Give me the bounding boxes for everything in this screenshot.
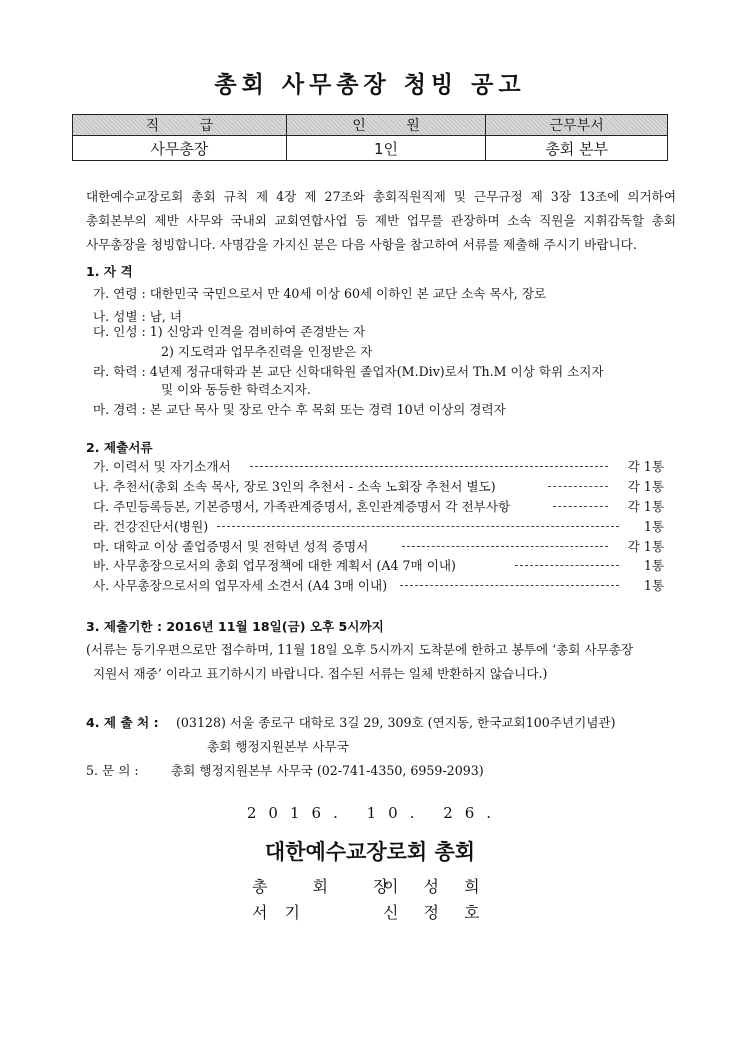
leader-dots (553, 506, 608, 507)
document-item-count: 각 1통 (627, 499, 664, 514)
table-cell: 1인 (286, 136, 486, 161)
list-item: 가. 연령 : 대한민국 국민으로서 만 40세 이상 60세 이하인 본 교단 소속 목사, 장로 (93, 286, 547, 301)
document-item-label: 나. 추천서(총회 소속 목사, 장로 3인의 추천서 - 소속 노회장 추천서 별도) (93, 479, 496, 494)
list-item: 2) 지도력과 업무추진력을 인정받은 자 (161, 344, 373, 359)
signer-name: 이 성 희 (383, 877, 490, 896)
submit-address: (03128) 서울 종로구 대학로 3길 29, 309호 (연지동, 한국교회100주년기념관) (176, 715, 616, 730)
document-item-label: 바. 사무총장으로서의 총회 업무정책에 대한 계획서 (A4 7매 이내) (93, 558, 456, 573)
leader-dots (548, 486, 608, 487)
document-item-count: 각 1통 (627, 539, 664, 554)
signer-title: 총 회 장 (252, 877, 409, 896)
deadline-note: 지원서 재중’ 이라고 표기하시기 바랍니다. 접수된 서류는 일체 반환하지 않습니다.) (93, 666, 548, 681)
deadline-note: (서류는 등기우편으로만 접수하며, 11월 18일 오후 5시까지 도착분에 한하고 봉투에 ‘총회 사무총장 (86, 642, 634, 657)
list-item: 마. 경력 : 본 교단 목사 및 장로 안수 후 목회 또는 경력 10년 이상의 경력자 (93, 402, 506, 417)
document-item-count: 1통 (643, 558, 664, 573)
table-cell: 사무총장 (73, 136, 287, 161)
signer-name: 신 정 호 (383, 903, 490, 922)
issue-date: 2016. 10. 26. (246, 804, 504, 822)
document-item-label: 라. 건강진단서(병원) (93, 519, 209, 534)
leader-dots (402, 546, 608, 547)
leader-dots (250, 466, 608, 467)
document-item-count: 각 1통 (627, 459, 664, 474)
document-item-count: 1통 (643, 519, 664, 534)
table-header: 근무부서 (486, 115, 668, 136)
table-header-row (73, 115, 668, 136)
table-row (73, 136, 668, 161)
document-item-label: 사. 사무총장으로서의 업무자세 소견서 (A4 3매 이내) (93, 578, 388, 593)
document-item-label: 가. 이력서 및 자기소개서 (93, 459, 231, 474)
position-table (72, 114, 668, 161)
list-item: 라. 학력 : 4년제 정규대학과 본 교단 신학대학원 졸업자(M.Div)로서 Th.M 이상 학위 소지자 (93, 364, 604, 379)
signer-title: 서 기 (252, 903, 306, 922)
document-item-label: 다. 주민등록등본, 기본증명서, 가족관계증명서, 혼인관계증명서 각 전부사항 (93, 499, 511, 514)
section-heading-inquiry: 5. 문 의 : (86, 763, 139, 778)
document-item-count: 1통 (643, 578, 664, 593)
list-item: 및 이와 동등한 학력소지자. (161, 382, 311, 397)
page-title: 총회 사무총장 청빙 공고 (214, 72, 526, 98)
table-cell: 총회 본부 (486, 136, 668, 161)
leader-dots (217, 526, 619, 527)
section-heading-qualifications: 1. 자 격 (86, 264, 133, 279)
section-heading-submit: 4. 제 출 처 : (86, 715, 159, 730)
table-header: 인 원 (286, 115, 486, 136)
document-item-label: 마. 대학교 이상 졸업증명서 및 전학년 성적 증명서 (93, 539, 369, 554)
inquiry-text: 총회 행정지원본부 사무국 (02-741-4350, 6959-2093) (171, 763, 484, 778)
list-item: 다. 인성 : 1) 신앙과 인격을 겸비하여 존경받는 자 (93, 324, 366, 339)
section-heading-documents: 2. 제출서류 (86, 440, 153, 455)
section-heading-deadline: 3. 제출기한 : 2016년 11월 18일(금) 오후 5시까지 (86, 619, 384, 634)
document-item-count: 각 1통 (627, 479, 664, 494)
submit-office: 총회 행정지원본부 사무국 (207, 739, 349, 754)
leader-dots (515, 565, 619, 566)
leader-dots (400, 585, 619, 586)
organization-name: 대한예수교장로회 총회 (264, 840, 476, 864)
intro-paragraph: 대한예수교장로회 총회 규칙 제 4장 제 27조와 총회직원직제 및 근무규정 제 3장 13조에 의거하여 총회본부의 제반 사무와 국내외 교회연합사업 등 제반 업무를 관장하며 소속 직원을 지휘감독할 총회 사무총장을 청빙합니다. 사명감을 가지신 분은 다음 사항을 참고하여 서류를 제출해 주시기 바랍니다. (86, 189, 676, 252)
table-header: 직 급 (73, 115, 287, 136)
list-item: 나. 성별 : 남, 녀 (93, 309, 183, 324)
